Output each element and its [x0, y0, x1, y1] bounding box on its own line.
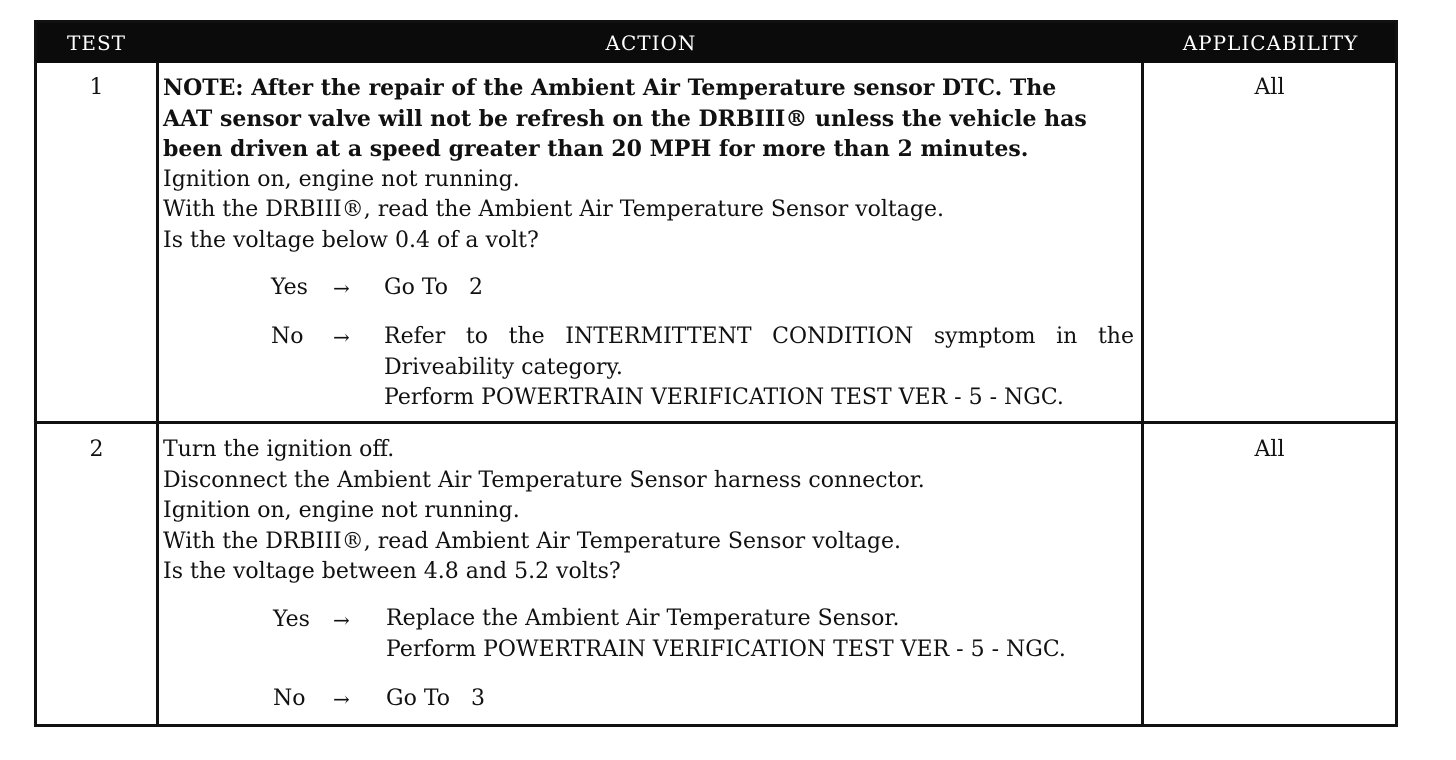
column-divider	[1141, 63, 1144, 727]
yes-result-line: Perform POWERTRAIN VERIFICATION TEST VER - 5 - NGC.	[386, 636, 1066, 662]
note-line: NOTE: After the repair of the Ambient Air Temperature sensor DTC. The	[163, 75, 1057, 101]
header-applicability: APPLICABILITY	[1182, 31, 1359, 55]
arrow-icon: →	[333, 687, 350, 711]
action-line: Is the voltage below 0.4 of a volt?	[163, 227, 539, 253]
yes-result-line: Replace the Ambient Air Temperature Sensor.	[386, 606, 900, 631]
yes-label: Yes	[273, 607, 310, 632]
no-label: No	[271, 324, 304, 349]
action-line: Turn the ignition off.	[163, 437, 395, 462]
step-number: 2	[89, 437, 104, 462]
action-line: With the DRBIII®, read Ambient Air Temperature Sensor voltage.	[163, 528, 901, 554]
arrow-icon: →	[333, 325, 350, 349]
note-line: been driven at a speed greater than 20 MPH for more than 2 minutes.	[163, 136, 1029, 162]
step-applicability: All	[1254, 437, 1285, 462]
no-result: Go To 3	[386, 686, 485, 711]
diagnostic-table	[34, 20, 1398, 727]
header-test: TEST	[67, 31, 126, 55]
action-line: Ignition on, engine not running.	[163, 498, 520, 523]
step-applicability: All	[1254, 75, 1285, 100]
no-result-line: Refer to the INTERMITTENT CONDITION symptom in the	[384, 324, 1134, 349]
yes-result: Go To 2	[384, 275, 483, 300]
action-line: Is the voltage between 4.8 and 5.2 volts?	[163, 559, 621, 584]
step-number: 1	[89, 75, 104, 100]
no-result-line: Driveability category.	[384, 354, 623, 380]
action-line: Ignition on, engine not running.	[163, 166, 520, 192]
step-action	[163, 73, 1138, 256]
yes-label: Yes	[271, 275, 308, 300]
no-result	[384, 322, 1134, 414]
arrow-icon: →	[333, 608, 350, 632]
no-label: No	[273, 686, 306, 711]
step-action	[163, 435, 1138, 588]
action-line: Disconnect the Ambient Air Temperature Sensor harness connector.	[163, 467, 925, 493]
header-action: ACTION	[605, 31, 697, 55]
note-line: AAT sensor valve will not be refresh on the DRBIII® unless the vehicle has	[163, 105, 1087, 132]
no-result-line: Perform POWERTRAIN VERIFICATION TEST VER - 5 - NGC.	[384, 385, 1064, 410]
row-divider	[37, 421, 1395, 424]
arrow-icon: →	[333, 276, 350, 300]
column-divider	[156, 63, 159, 727]
table-header	[37, 23, 1395, 63]
action-line: With the DRBIII®, read the Ambient Air Temperature Sensor voltage.	[163, 197, 944, 222]
yes-result	[386, 604, 1136, 665]
